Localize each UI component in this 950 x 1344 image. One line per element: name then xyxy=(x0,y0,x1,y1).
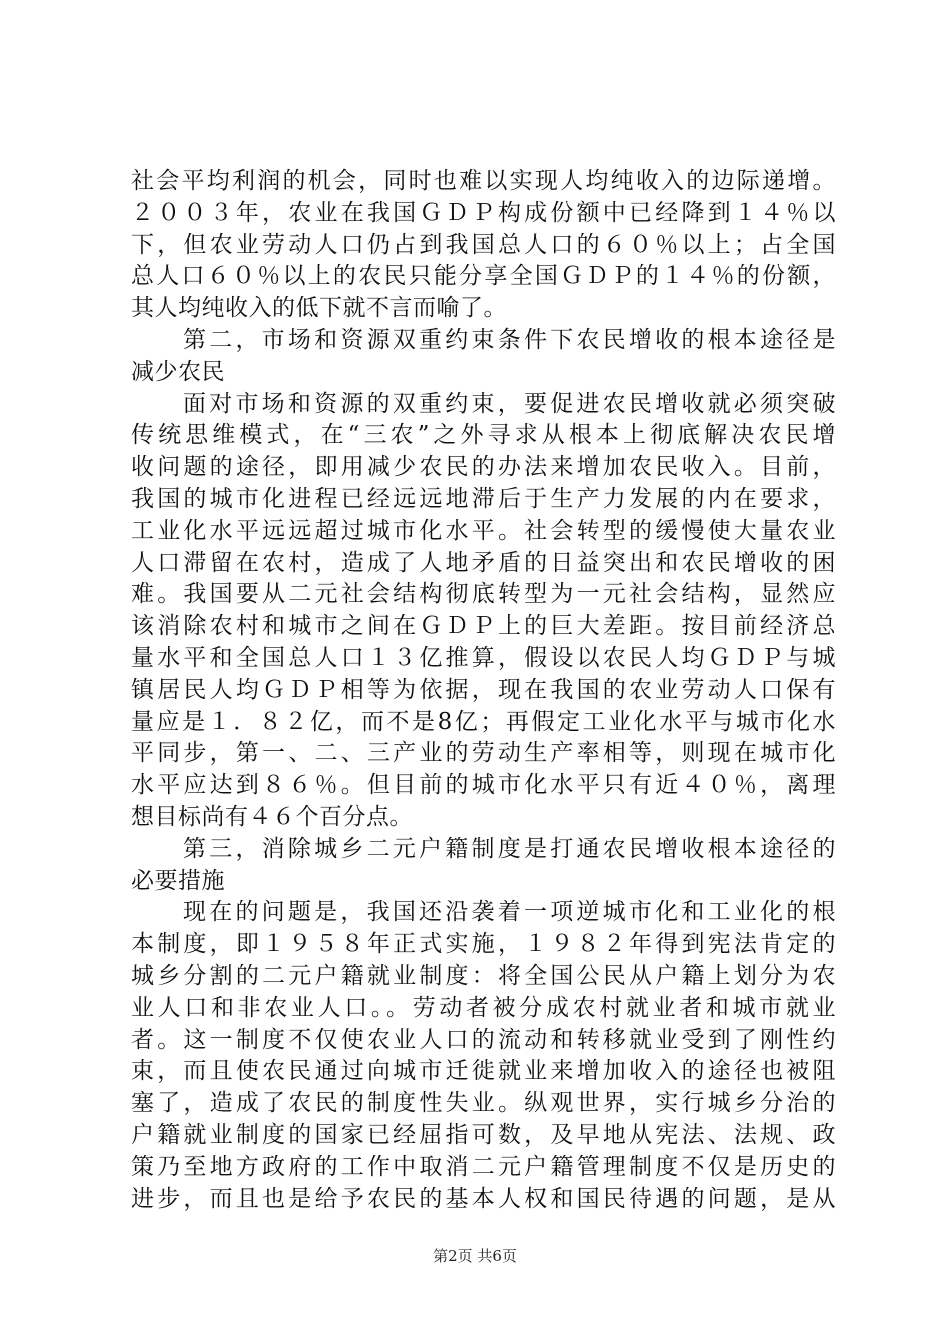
text-line: 城乡分割的二元户籍就业制度：将全国公民从户籍上划分为农 xyxy=(131,962,836,989)
text-line: 束，而且使农民通过向城市迁徙就业来增加收入的途径也被阻 xyxy=(131,1058,836,1085)
text-line: 下，但农业劳动人口仍占到我国总人口的６０％以上；占全国 xyxy=(131,231,836,258)
text-line: 想目标尚有４６个百分点。 xyxy=(131,803,413,830)
text-line: 传统思维模式，在“三农”之外寻求从根本上彻底解决农民增 xyxy=(131,422,836,449)
text-line: 本制度，即１９５８年正式实施，１９８２年得到宪法肯定的 xyxy=(131,931,836,958)
text-line: 减少农民 xyxy=(131,358,225,385)
text-line: 难。我国要从二元社会结构彻底转型为一元社会结构，显然应 xyxy=(131,581,836,608)
text-line: 必要措施 xyxy=(131,867,225,894)
text-line: 工业化水平远远超过城市化水平。社会转型的缓慢使大量农业 xyxy=(131,517,836,544)
text-line: 第三，消除城乡二元户籍制度是打通农民增收根本途径的 xyxy=(183,835,836,862)
text-line: 户籍就业制度的国家已经屈指可数，及早地从宪法、法规、政 xyxy=(131,1121,836,1148)
text-line: 总人口６０％以上的农民只能分享全国ＧＤＰ的１４％的份额， xyxy=(131,263,836,290)
text-line: 现在的问题是，我国还沿袭着一项逆城市化和工业化的根 xyxy=(183,899,836,926)
text-line: ２００３年，农业在我国ＧＤＰ构成份额中已经降到１４％以 xyxy=(131,199,836,226)
text-line: 策乃至地方政府的工作中取消二元户籍管理制度不仅是历史的 xyxy=(131,1153,836,1180)
text-line: 镇居民人均ＧＤＰ相等为依据，现在我国的农业劳动人口保有 xyxy=(131,676,836,703)
text-line: 收问题的途径，即用减少农民的办法来增加农民收入。目前， xyxy=(131,454,836,481)
document-body xyxy=(131,166,836,1215)
text-line: 平同步，第一、二、三产业的劳动生产率相等，则现在城市化 xyxy=(131,740,836,767)
text-line: 社会平均利润的机会，同时也难以实现人均纯收入的边际递增。 xyxy=(131,168,836,194)
text-line: 第二，市场和资源双重约束条件下农民增收的根本途径是 xyxy=(183,326,836,353)
text-line: 水平应达到８６％。但目前的城市化水平只有近４０％，离理 xyxy=(131,772,836,799)
text-line: 量应是１．８２亿，而不是8亿；再假定工业化水平与城市化水 xyxy=(131,708,836,735)
text-line: 进步，而且也是给予农民的基本人权和国民待遇的问题，是从 xyxy=(131,1185,836,1212)
text-line: 面对市场和资源的双重约束，要促进农民增收就必须突破 xyxy=(183,390,836,417)
text-line: 其人均纯收入的低下就不言而喻了。 xyxy=(131,295,507,322)
page-footer: 第2页 共6页 xyxy=(433,1247,517,1265)
text-line: 量水平和全国总人口１３亿推算，假设以农民人均ＧＤＰ与城 xyxy=(131,644,836,671)
text-line: 该消除农村和城市之间在ＧＤＰ上的巨大差距。按目前经济总 xyxy=(131,613,836,640)
text-line: 我国的城市化进程已经远远地滞后于生产力发展的内在要求， xyxy=(131,485,836,512)
text-line: 者。这一制度不仅使农业人口的流动和转移就业受到了刚性约 xyxy=(131,1026,836,1053)
text-line: 业人口和非农业人口。。劳动者被分成农村就业者和城市就业 xyxy=(131,994,836,1021)
text-line: 人口滞留在农村，造成了人地矛盾的日益突出和农民增收的困 xyxy=(131,549,836,576)
text-line: 塞了，造成了农民的制度性失业。纵观世界，实行城乡分治的 xyxy=(131,1090,836,1117)
